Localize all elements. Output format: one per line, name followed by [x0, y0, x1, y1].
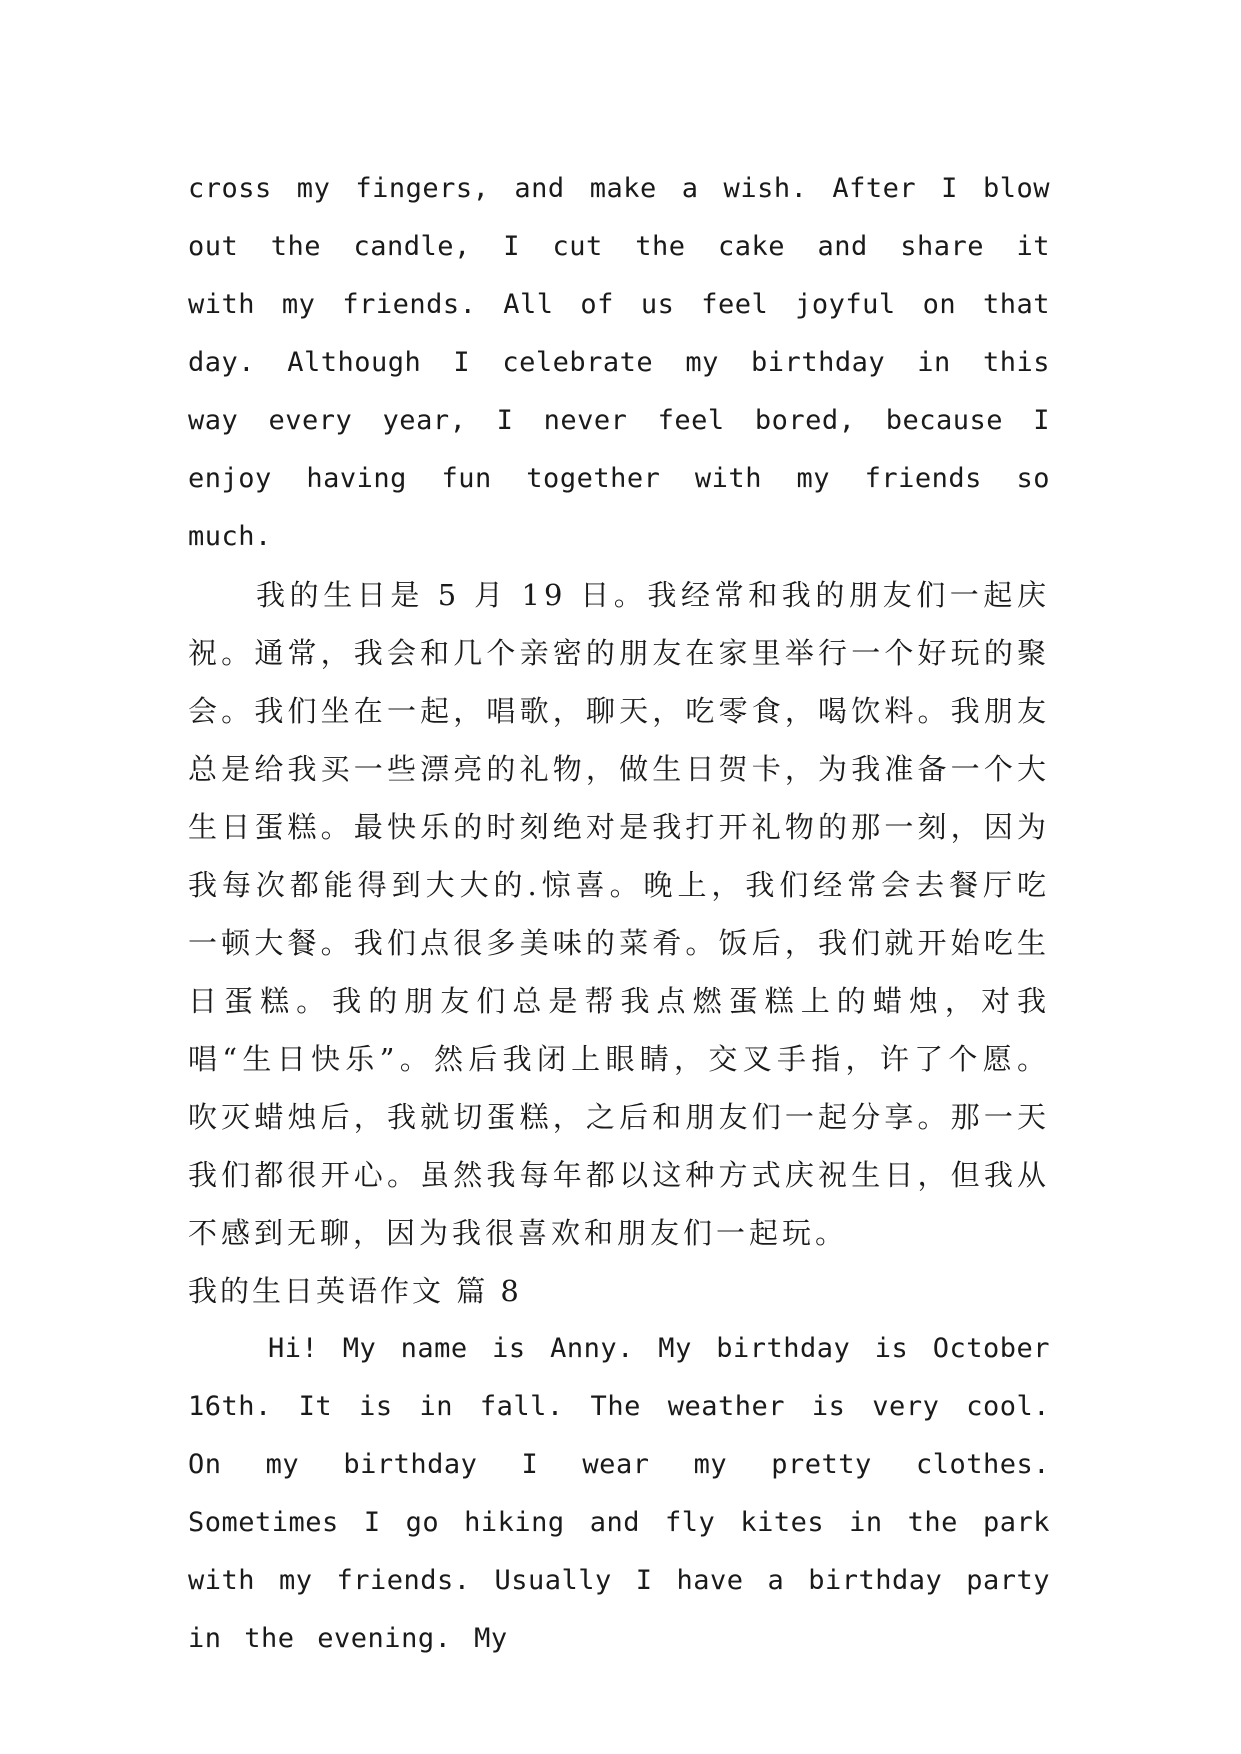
chinese-translation-paragraph: 我的生日是 5 月 19 日。我经常和我的朋友们一起庆祝。通常，我会和几个亲密的朋友在家里举行一个好玩的聚会。我们坐在一起，唱歌，聊天，吃零食，喝饮料。我朋友总是给我买一些漂亮的礼物，做生日贺卡，为我准备一个大生日蛋糕。最快乐的时刻绝对是我打开礼物的那一刻，因为我每次都能得到大大的.惊喜。晚上，我们经常会去餐厅吃一顿大餐。我们点很多美味的菜肴。饭后，我们就开始吃生日蛋糕。我的朋友们总是帮我点燃蛋糕上的蜡烛，对我唱“生日快乐”。然后我闭上眼睛，交叉手指，许了个愿。吹灭蜡烛后，我就切蛋糕，之后和朋友们一起分享。那一天我们都很开心。虽然我每年都以这种方式庆祝生日，但我从不感到无聊，因为我很喜欢和朋友们一起玩。 — [188, 578, 1050, 1250]
essay-heading: 我的生日英语作文 篇 8 — [188, 1274, 522, 1308]
english-paragraph-continued: cross my fingers, and make a wish. After I blow out the candle, I cut the cake and share it with my friends. All of us feel joyful on that day. Although I celebrate my birthday in this way every year, I never feel bored, because I enjoy having fun together with my friends so much. — [188, 173, 1050, 552]
document-body — [188, 160, 1050, 1668]
english-essay-paragraph: Hi! My name is Anny. My birthday is October 16th. It is in fall. The weather is very cool. On my birthday I wear my pretty clothes. Sometimes I go hiking and fly kites in the park with my friends. Usually I have a birthday party in the evening. My — [188, 1333, 1050, 1654]
